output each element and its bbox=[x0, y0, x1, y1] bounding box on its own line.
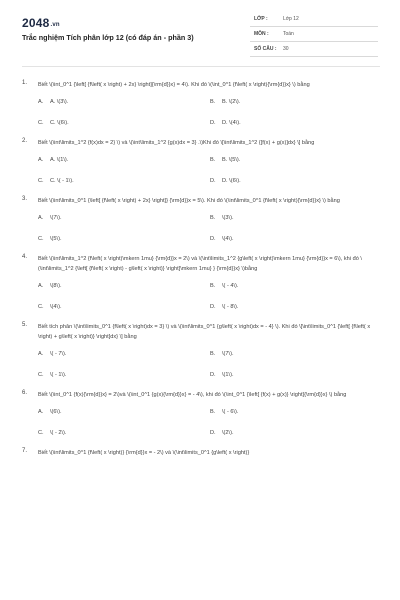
question-4 bbox=[0, 254, 400, 312]
answer-option-a[interactable]: A. \(6\). bbox=[38, 409, 62, 415]
question-list bbox=[0, 80, 400, 468]
question-number: 5. bbox=[22, 322, 28, 328]
question-7 bbox=[0, 448, 400, 458]
question-number: 7. bbox=[22, 448, 28, 454]
question-text: Biết \(\int\limits_0^1 {f\left( x \right)} {\rm{d}}x = - 2\) và \(\int\limits_0^1 {g\left( x \right)} bbox=[38, 450, 250, 456]
answer-option-b[interactable]: B. \(7\). bbox=[210, 351, 234, 357]
answer-grid bbox=[38, 350, 373, 380]
answer-option-c[interactable]: C. \( - 2\). bbox=[38, 430, 67, 436]
answer-option-b[interactable]: B. \(3\). bbox=[210, 215, 234, 221]
question-number: 3. bbox=[22, 196, 28, 202]
meta-label: LỚP : bbox=[254, 16, 268, 22]
meta-label: MÔN : bbox=[254, 31, 269, 37]
answer-option-d[interactable]: D. D. \(4\). bbox=[210, 120, 241, 126]
answer-option-b[interactable]: B. B. \(2\). bbox=[210, 99, 241, 105]
answer-grid bbox=[38, 156, 373, 186]
answer-option-d[interactable]: D. \(4\). bbox=[210, 236, 234, 242]
meta-value: 30 bbox=[283, 46, 289, 52]
answer-grid bbox=[38, 214, 373, 244]
question-number: 4. bbox=[22, 254, 28, 260]
header-divider bbox=[22, 66, 380, 67]
question-text: Biết \(\int\limits_1^2 {f\left( x \right)\mkern 1mu} {\rm{d}}x = 2\) và \(\int\limits_1^2 {g\left( x \right)\mkern 1mu} {\rm{d}}x = 6\), khi đó \(\int\limits_1^2 {\left[ {f\left( x \right) - g\left( x \right)} \right]\mkern 1mu} } {\rm{d}}x} \)bằng bbox=[38, 256, 362, 272]
question-number: 2. bbox=[22, 138, 28, 144]
answer-option-b[interactable]: B. \( - 6\). bbox=[210, 409, 239, 415]
question-3 bbox=[0, 196, 400, 244]
answer-option-d[interactable]: D. \(2\). bbox=[210, 430, 234, 436]
answer-option-c[interactable]: C. C. \(6\). bbox=[38, 120, 69, 126]
meta-row-class bbox=[250, 14, 378, 27]
question-number: 1. bbox=[22, 80, 28, 86]
logo-suffix: .vn bbox=[50, 22, 60, 28]
page-header bbox=[0, 0, 400, 70]
question-text: Biết tích phân \(\int\limits_0^1 {f\left( x \right)dx = 3} \) và \(\int\limits_0^1 {g\left( x \right)dx = - 4} \). Khi đó \[\int\limits_0^1 {\left[ {f\left( x \right) + g\left( x \right)} \right]dx} \] bằng bbox=[38, 324, 371, 340]
answer-option-a[interactable]: A. A. \(3\). bbox=[38, 99, 69, 105]
answer-option-c[interactable]: C. \(4\). bbox=[38, 304, 62, 310]
answer-option-b[interactable]: B. B. \(5\). bbox=[210, 157, 241, 163]
answer-option-b[interactable]: B. \( - 4\). bbox=[210, 283, 239, 289]
answer-option-c[interactable]: C. \( - 1\). bbox=[38, 372, 67, 378]
answer-grid bbox=[38, 408, 373, 438]
question-text: Biết \(\int_0^1 {f(x){\rm{d}}x} = 2\)và \(\int_0^1 {g(x){\rm{d}}x} = - 4\), khi đó \(\int_0^1 {\left[ {f(x) + g(x)} \right]{\rm{d}}x} \) bằng bbox=[38, 392, 347, 398]
answer-option-c[interactable]: C. C. \( - 1\). bbox=[38, 178, 74, 184]
question-5 bbox=[0, 322, 400, 380]
question-text: Biết \(\int\limits_0^1 {\left[ {f\left( x \right) + 2x} \right]} {\rm{d}}x = 5\). Khi đó \(\int\limits_0^1 {f\left( x \right){\rm{d}}x} \) bằng bbox=[38, 198, 340, 204]
question-6 bbox=[0, 390, 400, 438]
question-text: Biết \(\int_0^1 {\left[ {f\left( x \right) + 2x} \right]{\rm{d}}x} = 4\). Khi đó \(\int_0^1 {f\left( x \right){\rm{d}}x} \) bằng bbox=[38, 82, 310, 88]
question-2 bbox=[0, 138, 400, 186]
answer-option-c[interactable]: C. \(5\). bbox=[38, 236, 62, 242]
site-logo[interactable] bbox=[22, 16, 60, 30]
answer-option-a[interactable]: A. \(7\). bbox=[38, 215, 62, 221]
answer-option-a[interactable]: A. \(8\). bbox=[38, 283, 62, 289]
answer-option-d[interactable]: D. D. \(6\). bbox=[210, 178, 241, 184]
quiz-meta bbox=[250, 14, 378, 59]
answer-option-a[interactable]: A. A. \(1\). bbox=[38, 157, 69, 163]
answer-option-d[interactable]: D. \(1\). bbox=[210, 372, 234, 378]
question-text: Biết \(\int\limits_1^2 {f(x)dx = 2} \) và \(\int\limits_1^2 {g(x)dx = 3} .\)Khi đó \[\int\limits_1^2 {[f(x) + g(x)]dx} \] bằng bbox=[38, 140, 315, 146]
meta-value: Lớp 12 bbox=[283, 16, 299, 22]
answer-option-a[interactable]: A. \( - 7\). bbox=[38, 351, 67, 357]
question-1 bbox=[0, 80, 400, 128]
answer-option-d[interactable]: D. \( - 8\). bbox=[210, 304, 239, 310]
meta-label: SỐ CÂU : bbox=[254, 46, 277, 52]
meta-row-count bbox=[250, 44, 378, 57]
answer-grid bbox=[38, 98, 373, 128]
page-title: Trắc nghiệm Tích phân lớp 12 (có đáp án - phần 3) bbox=[22, 33, 194, 42]
answer-grid bbox=[38, 282, 373, 312]
logo-main: 2048 bbox=[22, 16, 50, 30]
meta-value: Toán bbox=[283, 31, 294, 37]
question-number: 6. bbox=[22, 390, 28, 396]
meta-row-subject bbox=[250, 29, 378, 42]
